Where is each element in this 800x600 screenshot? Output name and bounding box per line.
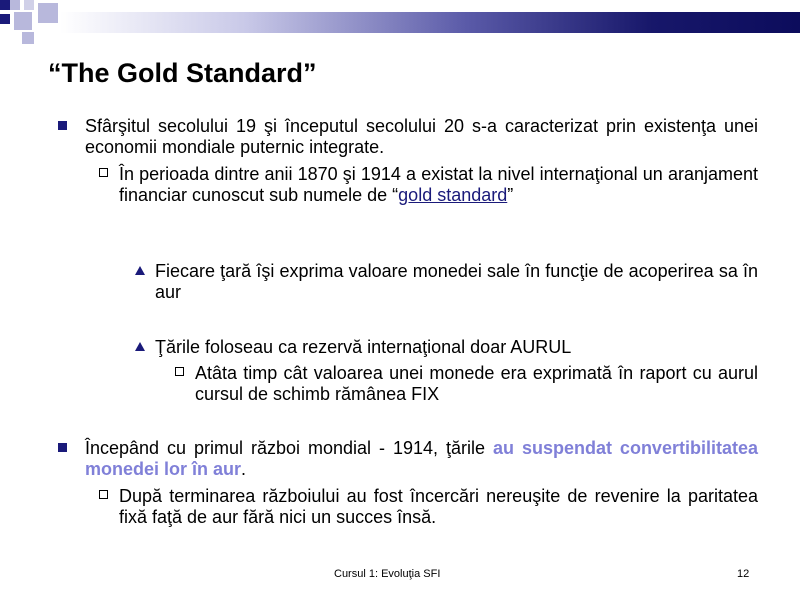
footer-page-number: 12 <box>737 568 750 580</box>
bullet-text: Sfârşitul secolului 19 şi începutul secolului 20 s-a caracterizat prin existenţa unei economii mondiale puternic integrate. <box>85 116 758 157</box>
bullet-triangle-icon <box>135 342 145 351</box>
bullet-text: Atâta timp cât valoarea unei monede era exprimată în raport cu aurul cursul de schimb rămânea FIX <box>195 363 758 404</box>
bullet-text: După terminarea războiului au fost încercări nereuşite de revenire la paritatea fixă faţă de aur fără nici un succes însă. <box>119 486 758 527</box>
gold-standard-link[interactable]: gold standard <box>398 185 508 205</box>
bullet-text-part: ” <box>507 185 514 205</box>
bullet-hollow-square-icon <box>99 490 108 499</box>
footer-course-title: Cursul 1: Evoluţia SFI <box>334 568 441 580</box>
bullet-square-icon <box>58 121 67 130</box>
bullet-text-part: . <box>241 459 247 479</box>
bullet-text-part: Începând cu primul război mondial - 1914, ţările <box>85 438 493 458</box>
bullet-hollow-square-icon <box>99 168 108 177</box>
highlighted-text: au suspendat convertibilitatea monedei lor în aur <box>85 438 758 479</box>
bullet-hollow-square-icon <box>175 367 184 376</box>
bullet-text: Ţările foloseau ca rezervă internaţional doar AURUL <box>155 337 572 357</box>
bullet-triangle-icon <box>135 266 145 275</box>
bullet-text: Fiecare ţară îşi exprima valoare monedei sale în funcţie de acoperirea sa în aur <box>155 261 758 302</box>
bullet-text <box>119 164 758 206</box>
bullet-text <box>85 438 758 480</box>
bullet-square-icon <box>58 443 67 452</box>
slide-title: “The Gold Standard” <box>48 58 317 88</box>
bullet-text-part: În perioada dintre anii 1870 şi 1914 a existat la nivel internaţional un aranjament financiar cunoscut sub numele de “ <box>119 164 758 205</box>
